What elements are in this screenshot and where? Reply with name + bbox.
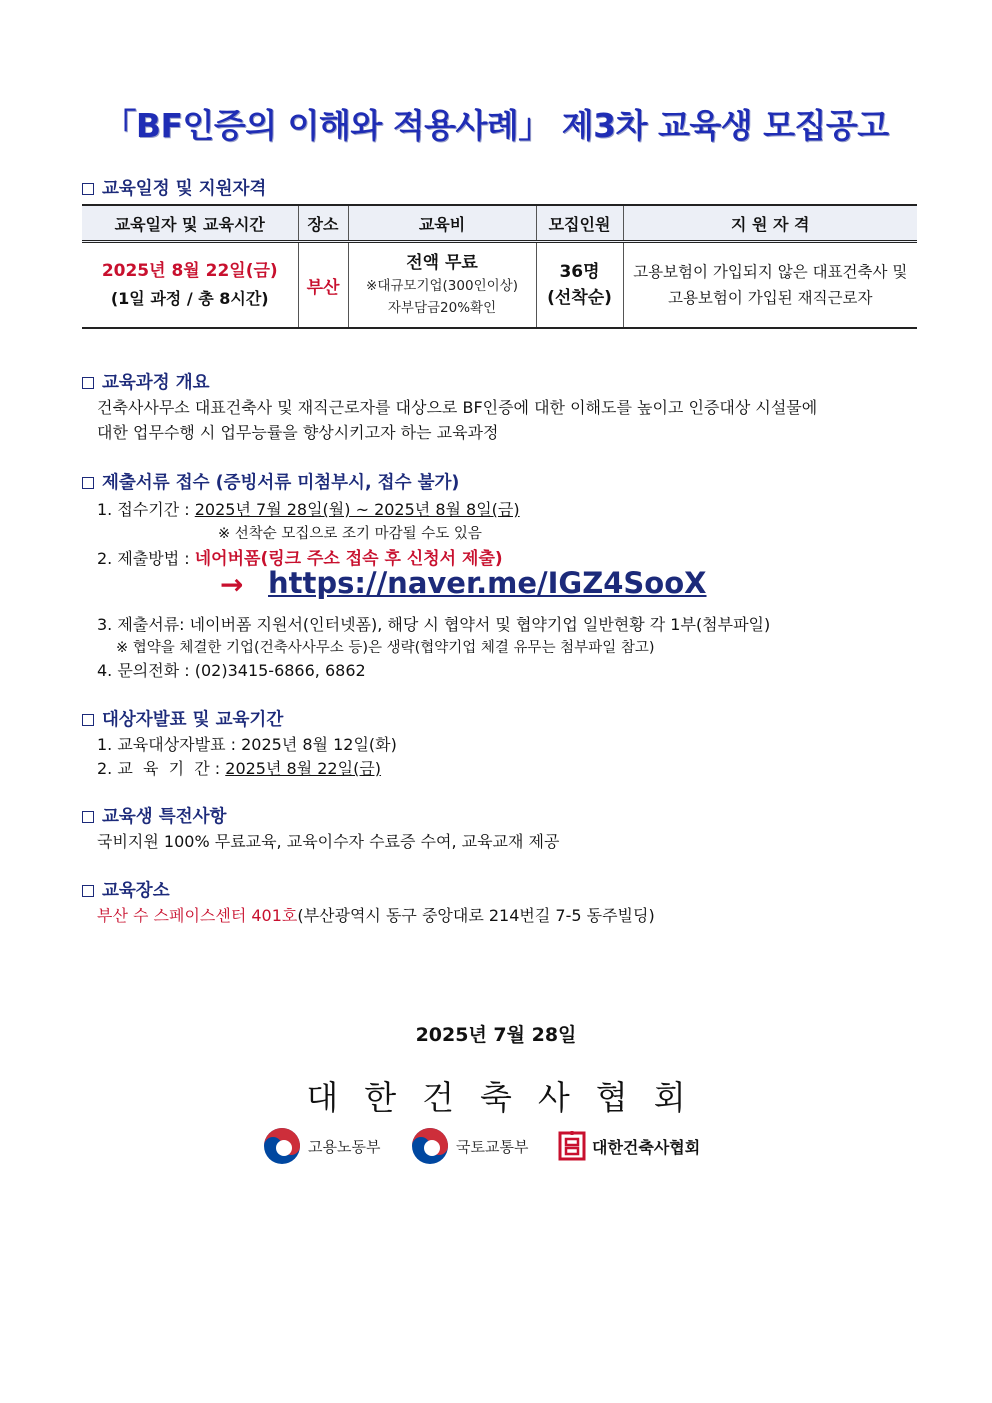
section-overview-heading xyxy=(82,369,210,394)
fee-note-2: 자부담금20%확인 xyxy=(387,300,497,316)
section-schedule-heading xyxy=(82,175,266,200)
period-value: 2025년 7월 28일(월) ~ 2025년 8월 8일(금) xyxy=(194,500,520,519)
education-fee: 전액 무료 xyxy=(406,253,478,273)
taegeuk-icon xyxy=(262,1126,302,1166)
docs-note: ※ 협약을 체결한 기업(건축사사무소 등)은 생략(협약기업 체결 유무는 첨부파일 참고) xyxy=(116,640,655,656)
submission-period xyxy=(97,497,520,520)
education-period xyxy=(97,756,381,779)
section-benefits-label: 교육생 특전사항 xyxy=(102,807,227,827)
section-location-label: 교육장소 xyxy=(102,881,170,901)
section-benefits-heading xyxy=(82,803,226,828)
capacity-note: (선착순) xyxy=(547,288,612,308)
qualification-line-2: 고용보험이 가입된 재직근로자 xyxy=(667,289,873,307)
education-duration: (1일 과정 / 총 8시간) xyxy=(110,289,269,308)
fee-note-1: ※대규모기업(300인이상) xyxy=(366,278,518,294)
table-header: 모집인원 xyxy=(536,205,623,242)
table-header: 교육비 xyxy=(348,205,536,242)
section-announcement-label: 대상자발표 및 교육기간 xyxy=(102,710,284,730)
location-text xyxy=(97,903,655,926)
education-place: 부산 xyxy=(306,277,340,298)
qualification-line-1: 고용보험이 가입되지 않은 대표건축사 및 xyxy=(633,263,908,281)
table-header-row xyxy=(82,205,917,242)
schedule-table xyxy=(82,204,917,329)
overview-line-1: 건축사사무소 대표건축사 및 재직근로자를 대상으로 BF인증에 대한 이해도를 높이고 인증대상 시설물에 xyxy=(97,398,818,417)
education-date: 2025년 8월 22일(금) xyxy=(101,261,278,281)
page-title: 「BF인증의 이해와 적용사례」 제3차 교육생 모집공고 xyxy=(103,106,889,145)
period-value: 2025년 8월 22일(금) xyxy=(225,759,382,778)
venue-address: (부산광역시 동구 중앙대로 214번길 7-5 동주빌딩) xyxy=(297,906,655,925)
capacity-count: 36명 xyxy=(559,262,600,282)
molit-logo-text: 국토교통부 xyxy=(456,1137,529,1156)
method-label: 2. 제출방법 : xyxy=(97,549,195,568)
period-label: 1. 접수기간 : xyxy=(97,500,195,519)
taegeuk-icon xyxy=(410,1126,450,1166)
checkbox-square-icon xyxy=(82,477,94,489)
notice-date: 2025년 7월 28일 xyxy=(415,1024,577,1046)
section-submission-label: 제출서류 접수 (증빙서류 미첨부시, 접수 불가) xyxy=(102,473,460,493)
section-announcement-heading xyxy=(82,706,283,731)
table-row xyxy=(82,242,917,329)
table-header: 장소 xyxy=(298,205,348,242)
overview-line-2: 대한 업무수행 시 업무능률을 향상시키고자 하는 교육과정 xyxy=(97,423,499,442)
checkbox-square-icon xyxy=(82,885,94,897)
table-header: 교육일자 및 교육시간 xyxy=(82,205,298,242)
table-header: 지 원 자 격 xyxy=(623,205,917,242)
contact-phone: 4. 문의전화 : (02)3415-6866, 6862 xyxy=(97,661,366,680)
benefits-text: 국비지원 100% 무료교육, 교육이수자 수료증 수여, 교육교재 제공 xyxy=(97,832,560,851)
capacity-cell xyxy=(536,242,623,329)
checkbox-square-icon xyxy=(82,377,94,389)
announcement-date: 1. 교육대상자발표 : 2025년 8월 12일(화) xyxy=(97,735,397,754)
section-overview-label: 교육과정 개요 xyxy=(102,373,210,393)
checkbox-square-icon xyxy=(82,714,94,726)
checkbox-square-icon xyxy=(82,811,94,823)
venue-name: 부산 수 스페이스센터 401호 xyxy=(97,906,298,925)
period-note: ※ 선착순 모집으로 조기 마감될 수도 있음 xyxy=(218,526,482,542)
checkbox-square-icon xyxy=(82,183,94,195)
method-value: 네어버폼(링크 주소 접속 후 신청서 제출) xyxy=(194,549,503,569)
qualification-cell xyxy=(623,242,917,329)
section-location-heading xyxy=(82,877,170,902)
date-cell xyxy=(82,242,298,329)
moel-logo xyxy=(262,1124,380,1168)
arrow-right-icon: → xyxy=(220,568,244,601)
moel-logo-text: 고용노동부 xyxy=(308,1137,381,1156)
organization-name: 대한건축사협회 xyxy=(306,1078,712,1117)
kira-logo xyxy=(558,1124,700,1168)
period-label: 2. 교 육 기 간 : xyxy=(97,759,226,778)
application-form-link[interactable]: https://naver.me/IGZ4SooX xyxy=(268,566,707,600)
section-schedule-label: 교육일정 및 지원자격 xyxy=(102,179,267,199)
fee-cell xyxy=(348,242,536,329)
molit-logo xyxy=(410,1124,528,1168)
place-cell xyxy=(298,242,348,329)
submission-docs: 3. 제출서류: 네이버폼 지원서(인터넷폼), 해당 시 협약서 및 협약기업 일반현황 각 1부(첨부파일) xyxy=(97,615,771,634)
section-submission-heading xyxy=(82,469,459,494)
logo-row xyxy=(262,1124,742,1168)
kira-logo-text: 대한건축사협회 xyxy=(592,1137,701,1157)
kira-emblem-icon xyxy=(558,1131,586,1161)
